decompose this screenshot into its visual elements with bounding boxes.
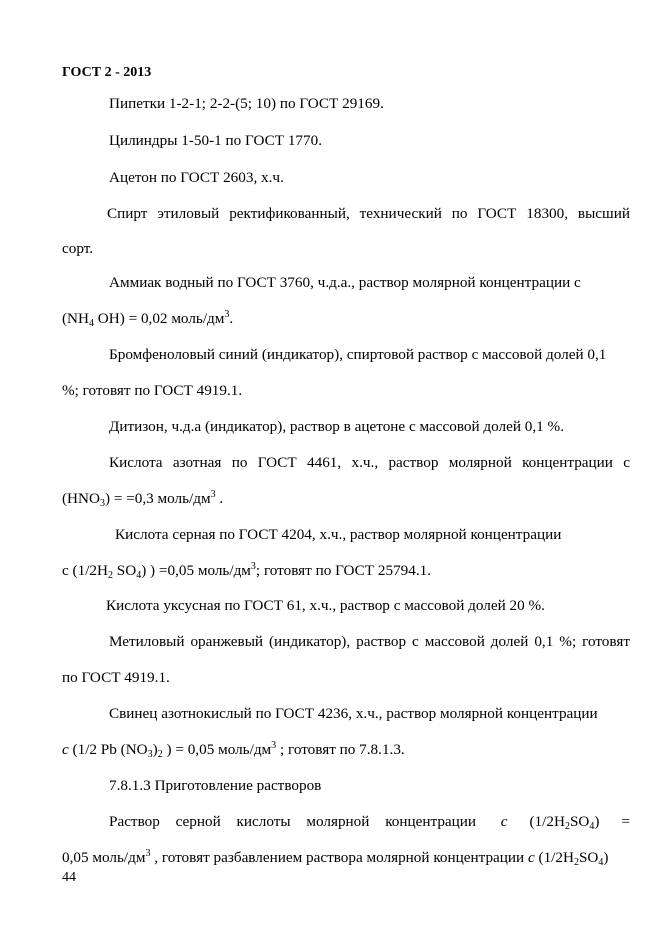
section-heading: 7.8.1.3 Приготовление растворов [109,777,322,794]
text: SO [112,562,137,579]
text-line: Пипетки 1-2-1; 2-2-(5; 10) по ГОСТ 29169. [109,95,384,112]
superscript: 3 [271,740,277,751]
text: ) ) =0,05 моль/дм [141,562,251,579]
text: ; готовят по ГОСТ 25794.1. [255,562,432,579]
text: SO [569,813,590,830]
text: с [500,813,508,830]
text-line [62,310,233,328]
superscript: 3 [224,309,230,320]
text-line: сорт. [62,240,94,257]
text-line: по ГОСТ 4919.1. [62,669,170,686]
text-line: Кислота азотная по ГОСТ 4461, х.ч., раствор молярной концентрации с [109,454,630,471]
text: (1/2 Pb (NO [68,741,148,758]
subscript: 3 [147,749,153,760]
page-number: 44 [62,870,76,885]
text-line [62,849,608,867]
text-line: Свинец азотнокислый по ГОСТ 4236, х.ч., раствор молярной концентрации [109,705,598,722]
text-line: Метиловый оранжевый (индикатор), раствор с массовой долей 0,1 %; готовят [109,633,630,650]
text: = [621,813,630,830]
text: ) [603,849,609,866]
superscript: 3 [145,848,151,859]
text-line [62,741,405,759]
subscript: 4 [598,857,604,868]
subscript: 2 [564,821,570,832]
text-line: Аммиак водный по ГОСТ 3760, ч.д.а., раствор молярной концентрации с [109,274,581,291]
subscript: 2 [157,749,163,760]
text: ) [152,741,158,758]
text: , готовят разбавлением раствора молярной концентрации [150,849,525,866]
text: (HNO [62,490,100,507]
text: (1/2H [529,813,565,830]
superscript: 3 [210,489,216,500]
superscript: 3 [250,561,256,572]
text: ; готовят по 7.8.1.3. [276,741,405,758]
text-line [62,562,431,580]
text: ) = 0,05 моль/дм [162,741,272,758]
text: с (1/2H [62,562,108,579]
text: ) [594,813,600,830]
text-line: Дитизон, ч.д.а (индикатор), раствор в ацетоне с массовой долей 0,1 %. [109,418,564,435]
text [530,813,600,831]
text: 0,05 моль/дм [62,849,146,866]
subscript: 4 [589,821,595,832]
text: OH) = 0,02 моль/дм [94,310,225,327]
text-line: Бромфеноловый синий (индикатор), спиртовой раствор с массовой долей 0,1 [109,346,607,363]
subscript: 4 [136,570,142,581]
subscript: 3 [99,498,105,509]
document-header: ГОСТ 2 - 2013 [62,65,152,80]
text: с [62,741,69,758]
text-line: Спирт этиловый ректификованный, технический по ГОСТ 18300, высший [107,205,630,222]
text: ) = =0,3 моль/дм [104,490,211,507]
text-line: Кислота уксусная по ГОСТ 61, х.ч., раствор с массовой долей 20 %. [106,597,545,614]
subscript: 2 [107,570,113,581]
text: . [229,310,234,327]
subscript: 4 [89,318,94,329]
text: (NH [62,310,89,327]
text: SO [578,849,599,866]
text: Раствор серной кислоты молярной концентрации [109,813,477,830]
text-line: Кислота серная по ГОСТ 4204, х.ч., раствор молярной концентрации [115,526,562,543]
text-line: %; готовят по ГОСТ 4919.1. [62,382,243,399]
text-line [109,813,630,831]
text-line [62,490,223,508]
text: . [215,490,224,507]
text: (1/2H [534,849,574,866]
text: с [527,849,535,866]
text-line: Цилиндры 1-50-1 по ГОСТ 1770. [109,132,322,149]
text-line: Ацетон по ГОСТ 2603, х.ч. [109,169,284,186]
subscript: 2 [573,857,579,868]
